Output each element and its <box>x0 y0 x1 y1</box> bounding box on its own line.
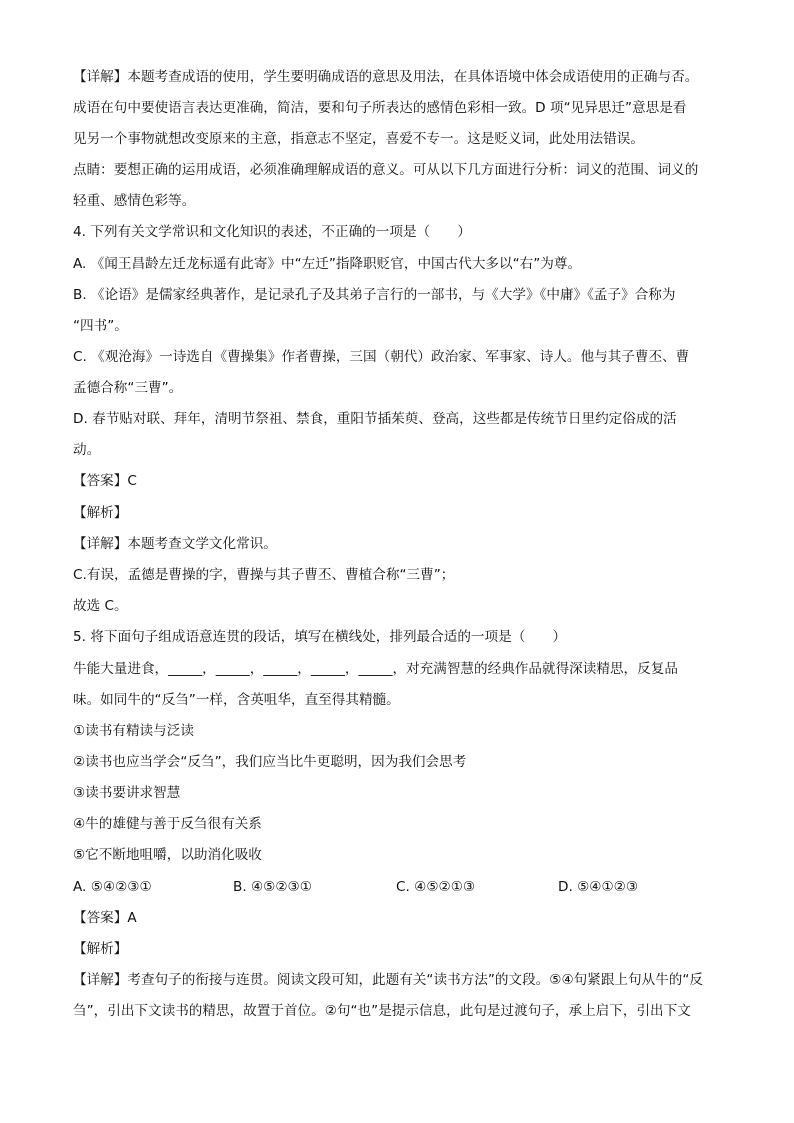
q4-option-d-line-2: 动。 <box>73 442 101 458</box>
q5-passage-line-2: 味。如同牛的“反刍”一样，含英咀华，直至得其精髓。 <box>73 692 400 708</box>
q4-conclusion: 故选 C。 <box>73 598 128 614</box>
q4-detail: 【详解】本题考查文学文化常识。 <box>73 536 277 552</box>
q3-detail-line-1: 【详解】本题考查成语的使用，学生要明确成语的意思及用法，在具体语境中体会成语使用的正确与否。 <box>73 69 699 85</box>
q5-sentence-5: ⑤它不断地咀嚼，以助消化吸收 <box>73 847 262 863</box>
q4-answer: 【答案】C <box>73 473 137 489</box>
q4-option-c-line-2: 孟德合称“三曹”。 <box>73 380 183 396</box>
q5-option-d: D. ⑤④①②③ <box>558 879 639 895</box>
q4-analysis-heading: 【解析】 <box>73 505 128 521</box>
q5-option-c: C. ④⑤②①③ <box>396 879 476 895</box>
q4-reason: C.有误，孟德是曹操的字，曹操与其子曹丕、曹植合称“三曹”； <box>73 567 455 583</box>
q5-detail-line-2: 刍”，引出下文读书的精思，故置于首位。②句“也”是提示信息，此句是过渡句子，承上启下，引出下文 <box>73 1003 691 1019</box>
q5-analysis-heading: 【解析】 <box>73 941 128 957</box>
q3-detail-line-3: 见另一个事物就想改变原来的主意，指意志不坚定，喜爱不专一。这是贬义词，此处用法错误。 <box>73 131 644 147</box>
q4-stem: 4. 下列有关文学常识和文化知识的表述，不正确的一项是（ ） <box>73 224 471 240</box>
q5-answer: 【答案】A <box>73 910 137 926</box>
q3-hint-line-1: 点睛：要想正确的运用成语，必须准确理解成语的意义。可从以下几方面进行分析：词义的范围、词义的 <box>73 162 699 178</box>
q5-option-b: B. ④⑤②③① <box>233 879 312 895</box>
q5-passage-line-1: 牛能大量进食，_____，_____，_____，_____，_____，对充满智慧的经典作品就得深读精思，反复品 <box>73 661 678 677</box>
q5-sentence-4: ④牛的雄健与善于反刍很有关系 <box>73 816 262 832</box>
q5-sentence-2: ②读书也应当学会“反刍”，我们应当比牛更聪明，因为我们会思考 <box>73 754 467 770</box>
q4-option-a: A. 《闻王昌龄左迁龙标遥有此寄》中“左迁”指降职贬官，中国古代大多以“右”为尊。 <box>73 256 582 272</box>
q5-sentence-3: ③读书要讲求智慧 <box>73 785 181 801</box>
q3-detail-line-2: 成语在句中要使语言表达更准确，简洁，要和句子所表达的感情色彩相一致。D 项“见异思迁”意思是看 <box>73 100 687 116</box>
q3-hint-line-2: 轻重、感情色彩等。 <box>73 193 196 209</box>
q5-option-a: A. ⑤④②③① <box>73 879 152 895</box>
q5-stem: 5. 将下面句子组成语意连贯的段话，填写在横线处，排列最合适的一项是（ ） <box>73 629 567 645</box>
q4-option-d-line-1: D. 春节贴对联、拜年，清明节祭祖、禁食，重阳节插茱萸、登高，这些都是传统节日里约定俗成的活 <box>73 411 677 427</box>
q4-option-c-line-1: C. 《观沧海》一诗选自《曹操集》作者曹操，三国（朝代）政治家、军事家、诗人。他与其子曹丕、曹 <box>73 349 690 365</box>
q5-detail-line-1: 【详解】考查句子的衔接与连贯。阅读文段可知，此题有关“读书方法”的文段。⑤④句紧跟上句从牛的“反 <box>73 972 704 988</box>
q4-option-b-line-2: “四书”。 <box>73 318 128 334</box>
q4-option-b-line-1: B. 《论语》是儒家经典著作，是记录孔子及其弟子言行的一部书，与《大学》《中庸》《孟子》合称为 <box>73 287 676 303</box>
q5-sentence-1: ①读书有精读与泛读 <box>73 723 194 739</box>
